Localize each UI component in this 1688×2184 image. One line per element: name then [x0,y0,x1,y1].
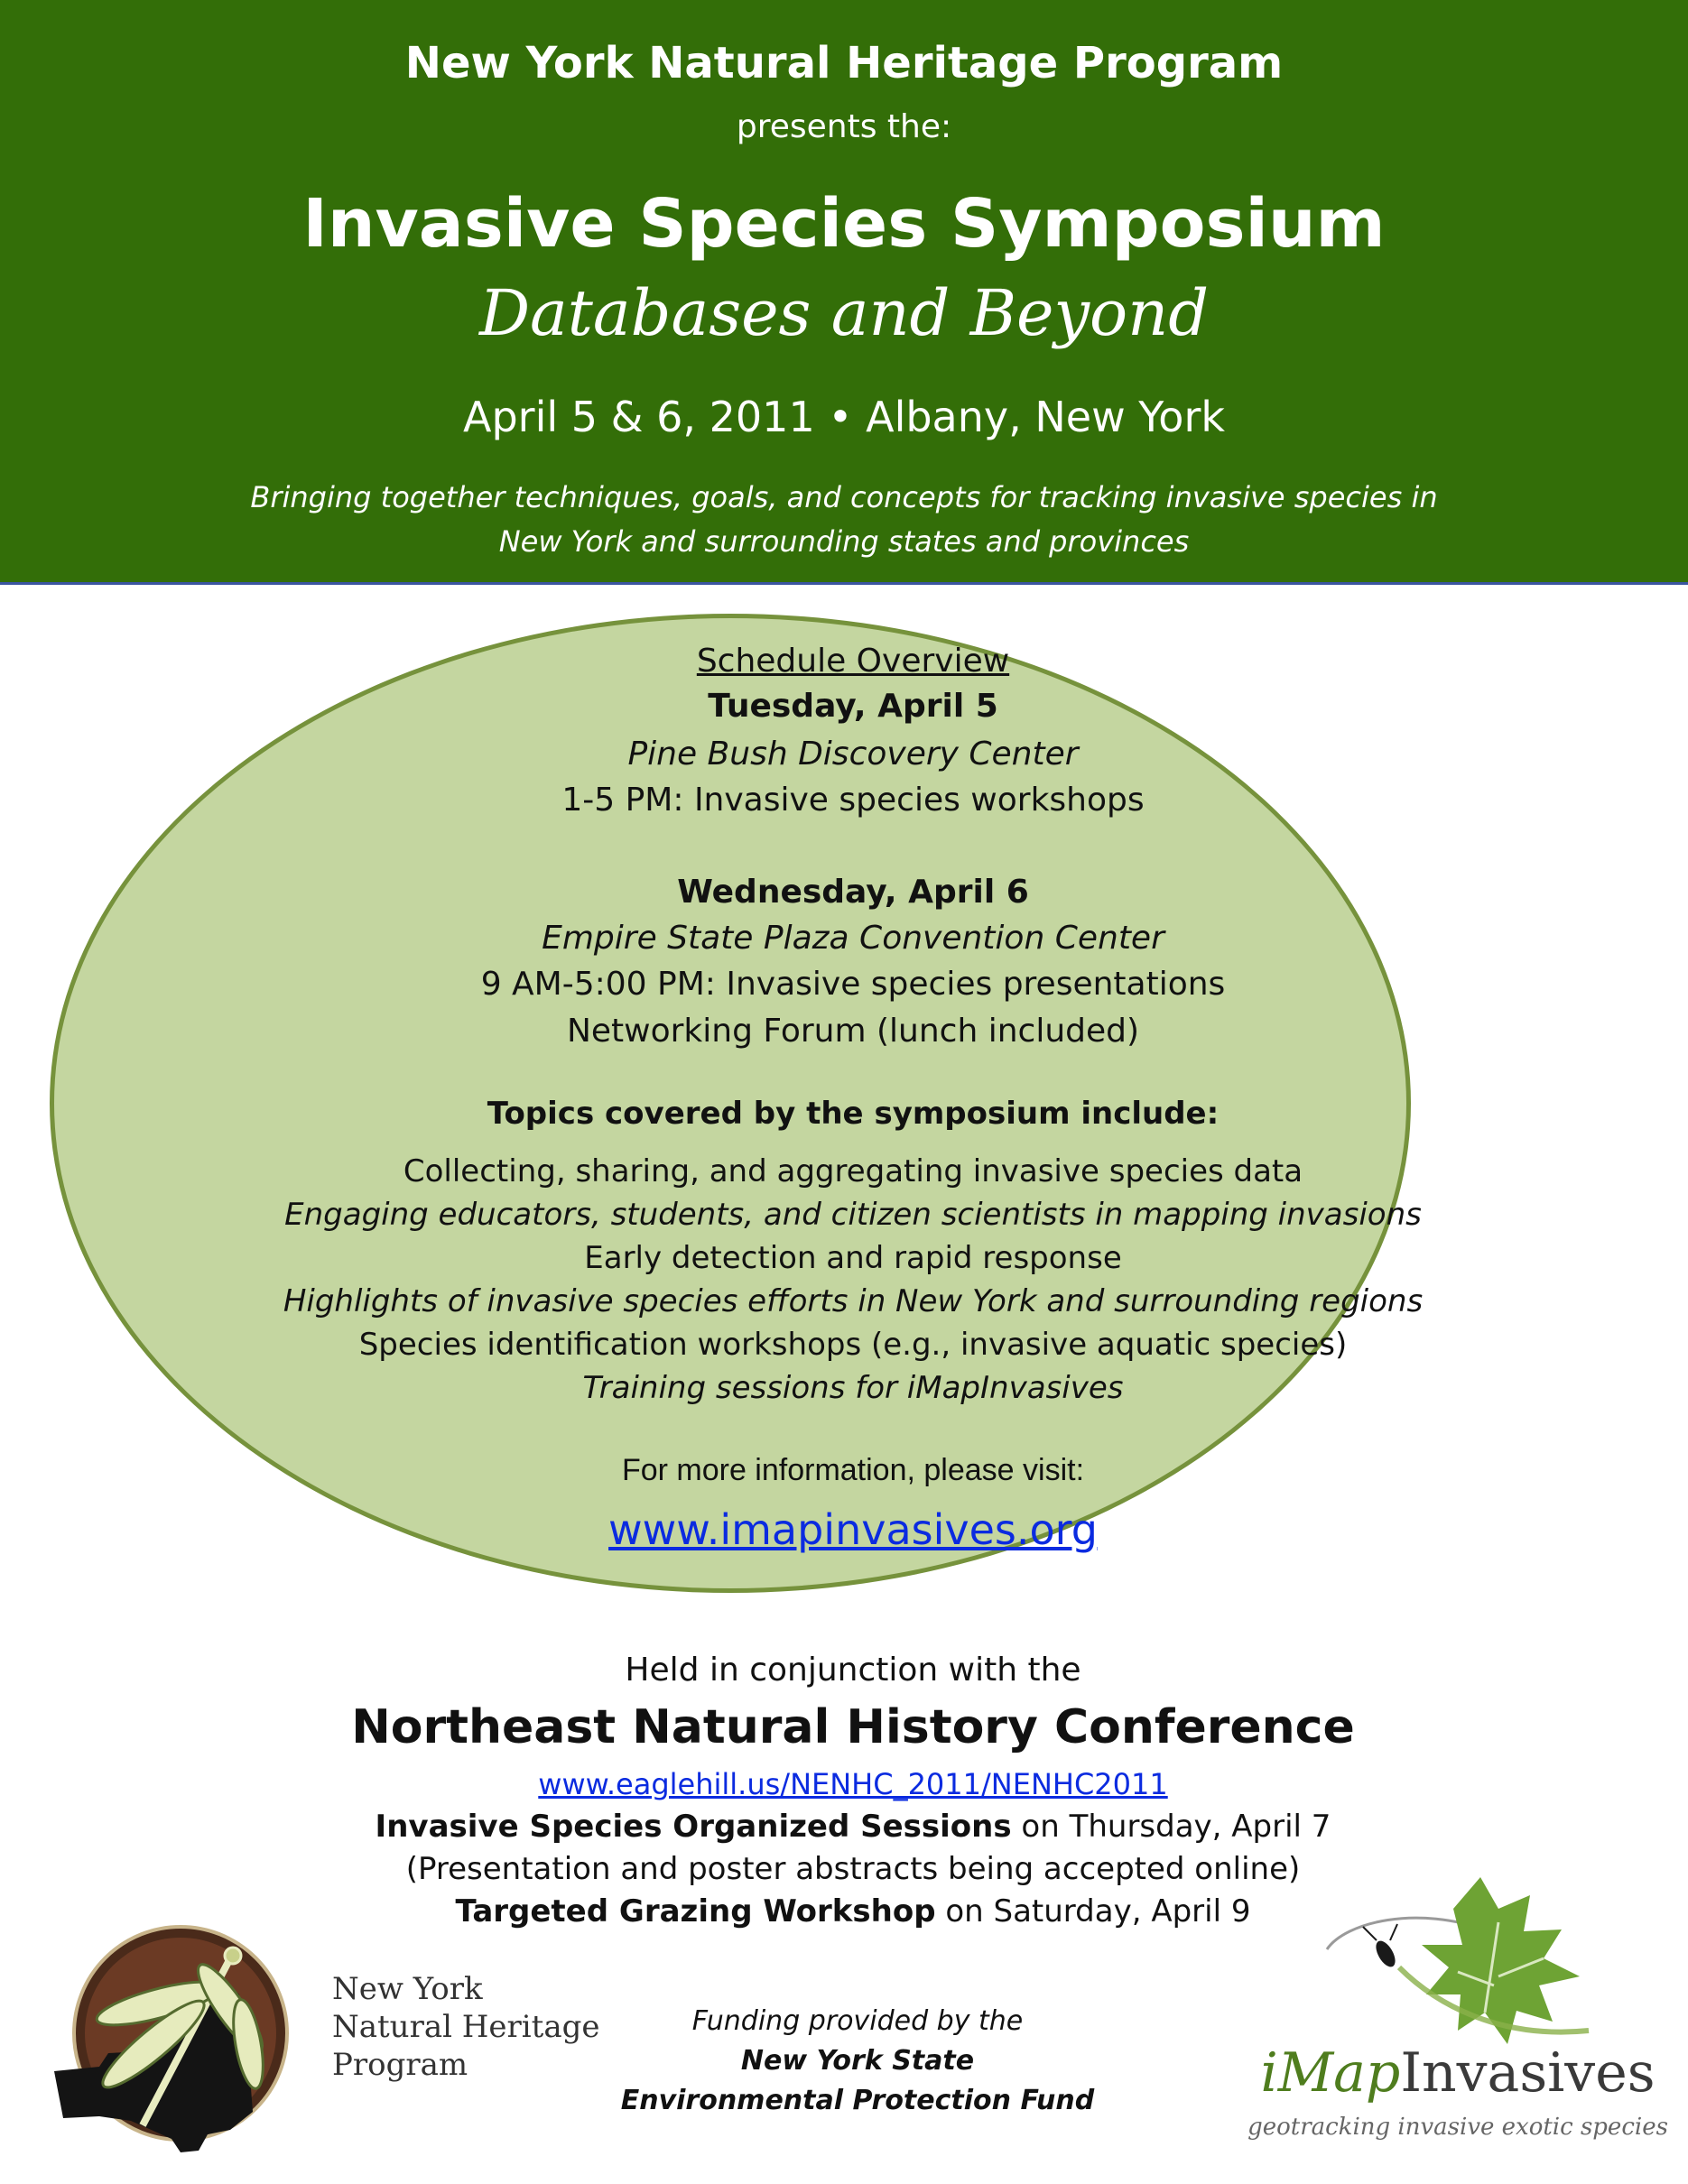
funding-line-3: Environmental Protection Fund [620,2085,1095,2116]
topic-item: Species identification workshops (e.g., invasive aquatic species) [358,1327,1348,1363]
presents-text: presents the: [736,108,952,145]
topics-heading: Topics covered by the symposium include: [487,1096,1220,1132]
symposium-title: Invasive Species Symposium [302,185,1386,263]
more-info-label: For more information, please visit: [621,1453,1085,1487]
schedule-heading: Schedule Overview [696,643,1010,680]
organized-sessions-date: on Thursday, April 7 [1011,1809,1331,1845]
conference-name: Northeast Natural History Conference [351,1700,1355,1754]
imap-wordmark-rest: Invasives [1400,2041,1656,2105]
symposium-subtitle: Databases and Beyond [478,276,1210,350]
day1-title: Tuesday, April 5 [708,688,998,725]
tagline-line-2: New York and surrounding states and provinces [498,524,1190,559]
nynhp-dragonfly-logo [45,1909,307,2170]
nynhp-name-line-2: Natural Heritage [332,2009,600,2045]
abstracts-note: (Presentation and poster abstracts being accepted online) [405,1851,1301,1887]
day2-title: Wednesday, April 6 [677,874,1029,911]
grazing-workshop-date: on Saturday, April 9 [935,1893,1251,1930]
day2-event: 9 AM-5:00 PM: Invasive species presentations [480,966,1226,1003]
topic-item: Highlights of invasive species efforts in New York and surrounding regions [283,1283,1424,1319]
imapinvasives-wordmark [1246,2041,1670,2105]
funding-line-2: New York State [740,2045,975,2077]
imapinvasives-tagline: geotracking invasive exotic species [1247,2114,1668,2141]
day2-venue: Empire State Plaza Convention Center [542,920,1164,957]
topic-item: Engaging educators, students, and citizen scientists in mapping invasions [284,1197,1422,1233]
conference-link[interactable]: www.eaglehill.us/NENHC_2011/NENHC2011 [538,1767,1168,1801]
nynhp-name-line-1: New York [332,1971,483,2007]
imapinvasives-link[interactable]: www.imapinvasives.org [608,1505,1098,1554]
date-location: April 5 & 6, 2011 • Albany, New York [463,393,1225,441]
topic-item: Early detection and rapid response [584,1240,1122,1276]
day2-extra: Networking Forum (lunch included) [566,1013,1140,1050]
imap-wordmark-first: iMap [1260,2041,1401,2105]
day1-event: 1-5 PM: Invasive species workshops [561,782,1145,819]
organized-sessions-line [50,1809,1656,1845]
nynhp-name-line-3: Program [332,2047,468,2083]
organization-name: New York Natural Heritage Program [404,38,1284,88]
header-banner [0,0,1688,585]
tagline-line-1: Bringing together techniques, goals, and concepts for tracking invasive species in [250,480,1438,514]
organized-sessions-label: Invasive Species Organized Sessions [375,1809,1012,1845]
funding-line-1: Funding provided by the [691,2005,1024,2037]
held-in-conjunction-text: Held in conjunction with the [625,1652,1081,1689]
topic-item: Collecting, sharing, and aggregating invasive species data [403,1153,1303,1189]
day1-venue: Pine Bush Discovery Center [627,736,1079,773]
grazing-workshop-label: Targeted Grazing Workshop [455,1893,936,1930]
topic-item: Training sessions for iMapInvasives [582,1370,1124,1406]
